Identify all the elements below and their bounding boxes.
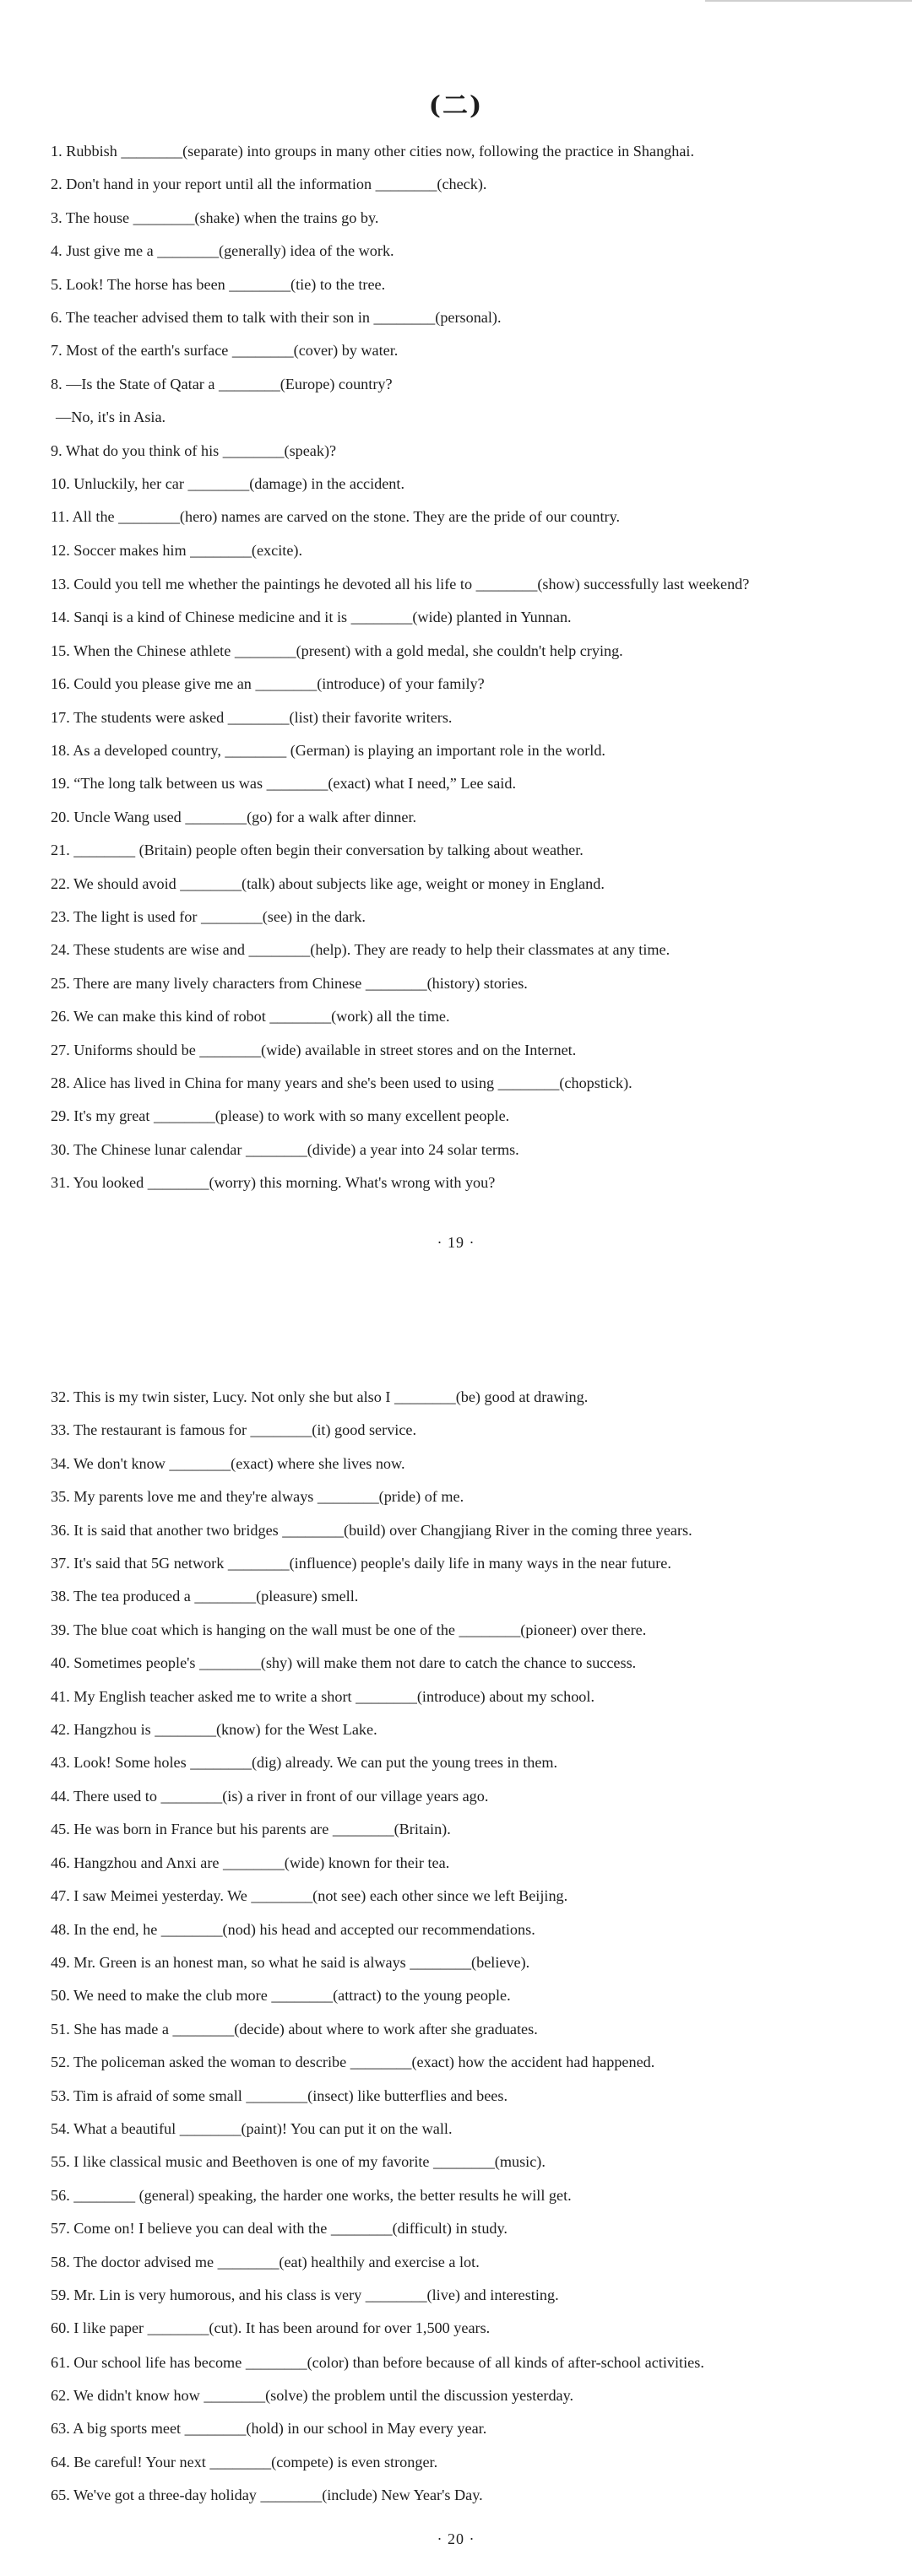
question-number: 37.	[51, 1555, 70, 1572]
question-number: 48.	[51, 1920, 70, 1938]
question-number: 24.	[51, 941, 70, 959]
question-number: 54.	[51, 2119, 70, 2137]
question-item	[51, 368, 904, 401]
question-item	[51, 1647, 904, 1680]
question-number: 57.	[51, 2220, 70, 2238]
question-number: 46.	[51, 1854, 70, 1871]
question-item	[51, 2080, 904, 2113]
question-text: What a beautiful ________(paint)! You can put it on the wall.	[73, 2119, 453, 2137]
question-text: I like classical music and Beethoven is one of my favorite ________(music).	[73, 2153, 546, 2171]
question-number: 18.	[51, 741, 70, 759]
question-text: Uniforms should be ________(wide) available in street stores and on the Internet.	[73, 1041, 577, 1058]
question-item	[51, 668, 904, 701]
question-text: Could you tell me whether the paintings he devoted all his life to ________(show) successfully last weekend?	[73, 576, 750, 593]
question-number: 65.	[51, 2487, 70, 2503]
question-text: The tea produced a ________(pleasure) smell.	[73, 1588, 359, 1605]
question-number: 30.	[51, 1140, 70, 1158]
question-text: The Chinese lunar calendar ________(divide) a year into 24 solar terms.	[73, 1140, 519, 1158]
question-number: 60.	[51, 2319, 70, 2337]
question-number: 23.	[51, 907, 70, 925]
question-text: Look! The horse has been ________(tie) to the tree.	[66, 275, 386, 293]
question-text: We need to make the club more ________(attract) to the young people.	[73, 1987, 511, 2005]
question-item	[51, 501, 904, 533]
question-number: 59.	[51, 2286, 70, 2303]
question-number: 11.	[51, 508, 70, 526]
question-number: 21.	[51, 842, 70, 859]
question-text: There used to ________(is) a river in front of our village years ago.	[73, 1787, 489, 1805]
question-text: When the Chinese athlete ________(present) with a gold medal, she couldn't help crying.	[73, 641, 623, 659]
question-number: 17.	[51, 708, 70, 726]
question-number: 1.	[51, 143, 62, 160]
question-item	[51, 534, 904, 567]
question-number: 16.	[51, 675, 70, 693]
question-item	[51, 1946, 904, 1979]
question-number: 7.	[51, 342, 62, 360]
question-item	[51, 2379, 904, 2412]
page-number: · 19 ·	[437, 1234, 475, 1251]
question-item	[51, 834, 904, 867]
question-text: Be careful! Your next ________(compete) is even stronger.	[73, 2453, 438, 2470]
question-number: 14.	[51, 609, 70, 626]
question-item	[51, 1880, 904, 1913]
question-number: 47.	[51, 1887, 70, 1905]
question-list	[51, 1381, 904, 2512]
question-item	[51, 601, 904, 634]
question-number: 41.	[51, 1687, 70, 1705]
question-number: 28.	[51, 1074, 70, 1091]
question-number: 50.	[51, 1987, 70, 2005]
question-item	[51, 934, 904, 966]
question-item	[51, 202, 904, 235]
question-text: Sometimes people's ________(shy) will make them not dare to catch the chance to success.	[73, 1654, 637, 1672]
question-number: 39.	[51, 1621, 70, 1638]
question-text: The policeman asked the woman to describe ________(exact) how the accident had happened.	[73, 2054, 655, 2071]
question-list	[51, 135, 904, 1200]
question-text: She has made a ________(decide) about where to work after she graduates.	[73, 2020, 538, 2038]
question-number: 9.	[51, 441, 62, 459]
question-number: 12.	[51, 541, 70, 559]
question-item	[51, 635, 904, 668]
question-text: Mr. Green is an honest man, so what he said is always ________(believe).	[73, 1953, 530, 1971]
question-item	[51, 901, 904, 934]
question-number: 62.	[51, 2386, 70, 2404]
question-item	[51, 1979, 904, 2012]
question-item	[51, 801, 904, 834]
question-text: Hangzhou is ________(know) for the West Lake.	[73, 1721, 377, 1739]
question-item	[51, 2412, 904, 2445]
question-text: He was born in France but his parents are ________(Britain).	[73, 1821, 451, 1838]
question-number: 55.	[51, 2153, 70, 2171]
section-title: (二)	[428, 91, 484, 121]
question-number: 15.	[51, 641, 70, 659]
question-number: 63.	[51, 2420, 70, 2438]
question-number: 36.	[51, 1521, 70, 1539]
question-text: We should avoid ________(talk) about subjects like age, weight or money in England.	[73, 874, 605, 892]
question-text: We don't know ________(exact) where she lives now.	[73, 1454, 405, 1472]
question-item	[51, 1547, 904, 1580]
question-item	[51, 334, 904, 367]
question-text: Unluckily, her car ________(damage) in the accident.	[73, 475, 405, 493]
page-19	[0, 0, 912, 1274]
question-item	[51, 2346, 904, 2379]
question-number: 45.	[51, 1821, 70, 1838]
question-number: 32.	[51, 1388, 70, 1405]
question-number: 26.	[51, 1008, 70, 1026]
question-text: Tim is afraid of some small ________(insect) like butterflies and bees.	[73, 2086, 508, 2104]
question-number: 52.	[51, 2054, 70, 2071]
question-item	[51, 1067, 904, 1100]
question-number: 5.	[51, 275, 62, 293]
question-item	[51, 2146, 904, 2178]
question-number: 49.	[51, 1953, 70, 1971]
question-text: Hangzhou and Anxi are ________(wide) known for their tea.	[73, 1854, 450, 1871]
question-text: Don't hand in your report until all the information ________(check).	[66, 176, 487, 193]
question-text: Rubbish ________(separate) into groups in many other cities now, following the practice in Shanghai.	[66, 143, 695, 160]
question-number: 19.	[51, 775, 70, 793]
page-20	[0, 1274, 912, 2576]
question-text: Could you please give me an ________(introduce) of your family?	[73, 675, 485, 693]
question-item	[51, 1448, 904, 1480]
question-text: It's said that 5G network ________(influence) people's daily life in many ways in the near future.	[73, 1555, 671, 1572]
question-item	[51, 2246, 904, 2279]
question-text: The light is used for ________(see) in the dark.	[73, 907, 366, 925]
question-item	[51, 1134, 904, 1166]
question-text: I like paper ________(cut). It has been around for over 1,500 years.	[73, 2319, 491, 2337]
question-item	[51, 135, 904, 168]
question-number: 64.	[51, 2453, 70, 2470]
question-text: It's my great ________(please) to work with so many excellent people.	[73, 1107, 510, 1125]
question-item	[51, 1813, 904, 1846]
question-text: These students are wise and ________(help). They are ready to help their classmates at any time.	[73, 941, 670, 959]
question-number: 20.	[51, 808, 70, 825]
question-number: 34.	[51, 1454, 70, 1472]
question-item	[51, 1166, 904, 1199]
question-text: The blue coat which is hanging on the wall must be one of the ________(pioneer) over there.	[73, 1621, 647, 1638]
question-text: The house ________(shake) when the trains go by.	[65, 208, 379, 226]
page-number: · 20 ·	[437, 2530, 475, 2547]
question-item	[51, 1100, 904, 1133]
question-text: Alice has lived in China for many years and she's been used to using ________(chopstick).	[73, 1074, 632, 1091]
question-number: 8.	[51, 375, 62, 392]
question-item	[51, 1000, 904, 1033]
question-text: This is my twin sister, Lucy. Not only she but also I ________(be) good at drawing.	[73, 1388, 589, 1405]
question-text: We've got a three-day holiday ________(include) New Year's Day.	[73, 2487, 483, 2503]
question-text: The students were asked ________(list) their favorite writers.	[73, 708, 453, 726]
question-item	[51, 2179, 904, 2212]
question-text: My parents love me and they're always ________(pride) of me.	[73, 1488, 464, 1506]
question-number: 6.	[51, 309, 62, 327]
question-item	[51, 1680, 904, 1713]
question-text: I saw Meimei yesterday. We ________(not see) each other since we left Beijing.	[73, 1887, 568, 1905]
question-text: The restaurant is famous for ________(it) good service.	[73, 1421, 417, 1439]
question-item	[51, 268, 904, 301]
question-item	[51, 1913, 904, 1946]
question-item	[51, 1847, 904, 1880]
question-text: Uncle Wang used ________(go) for a walk after dinner.	[73, 808, 417, 825]
question-text: There are many lively characters from Chinese ________(history) stories.	[73, 974, 528, 992]
question-number: 61.	[51, 2353, 70, 2371]
question-number: 51.	[51, 2020, 70, 2038]
question-text: Most of the earth's surface ________(cover) by water.	[66, 342, 399, 360]
question-text: In the end, he ________(nod) his head and accepted our recommendations.	[73, 1920, 535, 1938]
question-text: What do you think of his ________(speak)?	[65, 441, 337, 459]
question-item	[51, 767, 904, 800]
question-number: 33.	[51, 1421, 70, 1439]
question-number: 53.	[51, 2086, 70, 2104]
question-item	[51, 1381, 904, 1414]
question-number: 22.	[51, 874, 70, 892]
question-text: —No, it's in Asia.	[56, 409, 166, 426]
question-item	[51, 734, 904, 767]
question-item	[51, 1034, 904, 1067]
question-number: 3.	[51, 208, 62, 226]
question-text: My English teacher asked me to write a short ________(introduce) about my school.	[73, 1687, 594, 1705]
question-number: 44.	[51, 1787, 70, 1805]
question-item	[51, 301, 904, 334]
question-text: —Is the State of Qatar a ________(Europe) country?	[66, 375, 393, 392]
question-item	[51, 235, 904, 268]
question-text: Sanqi is a kind of Chinese medicine and it is ________(wide) planted in Yunnan.	[73, 609, 572, 626]
question-number: 42.	[51, 1721, 70, 1739]
question-item	[51, 468, 904, 501]
question-text: As a developed country, ________ (German) is playing an important role in the world.	[73, 741, 605, 759]
question-text: A big sports meet ________(hold) in our school in May every year.	[73, 2420, 487, 2438]
question-text: The doctor advised me ________(eat) healthily and exercise a lot.	[73, 2253, 480, 2270]
question-text: Just give me a ________(generally) idea of the work.	[66, 242, 394, 260]
question-item	[51, 2212, 904, 2245]
question-number: 27.	[51, 1041, 70, 1058]
question-item	[51, 435, 904, 468]
question-item	[51, 1746, 904, 1779]
question-item	[51, 2013, 904, 2046]
question-item	[51, 2312, 904, 2345]
question-item	[51, 967, 904, 1000]
question-text: It is said that another two bridges ________(build) over Changjiang River in the coming three years.	[73, 1521, 692, 1539]
question-number: 40.	[51, 1654, 70, 1672]
question-number: 13.	[51, 576, 70, 593]
question-item	[51, 2046, 904, 2079]
question-text: The teacher advised them to talk with their son in ________(personal).	[65, 309, 502, 327]
question-text: ________ (Britain) people often begin their conversation by talking about weather.	[73, 842, 584, 859]
question-text: Come on! I believe you can deal with the ________(difficult) in study.	[73, 2220, 508, 2238]
question-item	[51, 1713, 904, 1746]
question-text: We didn't know how ________(solve) the problem until the discussion yesterday.	[73, 2386, 574, 2404]
question-item	[51, 2113, 904, 2146]
question-number: 31.	[51, 1174, 70, 1192]
question-item	[51, 567, 904, 601]
question-number: 25.	[51, 974, 70, 992]
question-text: Soccer makes him ________(excite).	[73, 541, 302, 559]
question-item	[51, 1514, 904, 1547]
question-item	[51, 168, 904, 201]
question-item	[51, 1614, 904, 1647]
question-text: Mr. Lin is very humorous, and his class is very ________(live) and interesting.	[73, 2286, 559, 2303]
question-item	[51, 401, 904, 434]
question-item	[51, 1780, 904, 1813]
question-number: 10.	[51, 475, 70, 493]
question-number: 35.	[51, 1488, 70, 1506]
question-item	[51, 1580, 904, 1613]
question-text: All the ________(hero) names are carved on the stone. They are the pride of our country.	[72, 508, 621, 526]
question-number: 4.	[51, 242, 62, 260]
question-item	[51, 1414, 904, 1447]
question-number: 43.	[51, 1754, 70, 1772]
question-number: 38.	[51, 1588, 70, 1605]
question-text: “The long talk between us was ________(exact) what I need,” Lee said.	[73, 775, 516, 793]
question-text: You looked ________(worry) this morning. What's wrong with you?	[73, 1174, 496, 1192]
question-item	[51, 2279, 904, 2312]
question-number: 56.	[51, 2186, 70, 2204]
question-item	[51, 2479, 904, 2512]
question-number: 2.	[51, 176, 62, 193]
question-item	[51, 868, 904, 901]
question-text: ________ (general) speaking, the harder one works, the better results he will get.	[73, 2186, 572, 2204]
question-text: We can make this kind of robot ________(work) all the time.	[73, 1008, 450, 1026]
question-number: 58.	[51, 2253, 70, 2270]
question-item	[51, 1480, 904, 1513]
question-item	[51, 2446, 904, 2479]
question-item	[51, 701, 904, 734]
question-text: Look! Some holes ________(dig) already. We can put the young trees in them.	[73, 1754, 558, 1772]
question-number: 29.	[51, 1107, 70, 1125]
question-text: Our school life has become ________(color) than before because of all kinds of after-school activities.	[73, 2353, 704, 2371]
